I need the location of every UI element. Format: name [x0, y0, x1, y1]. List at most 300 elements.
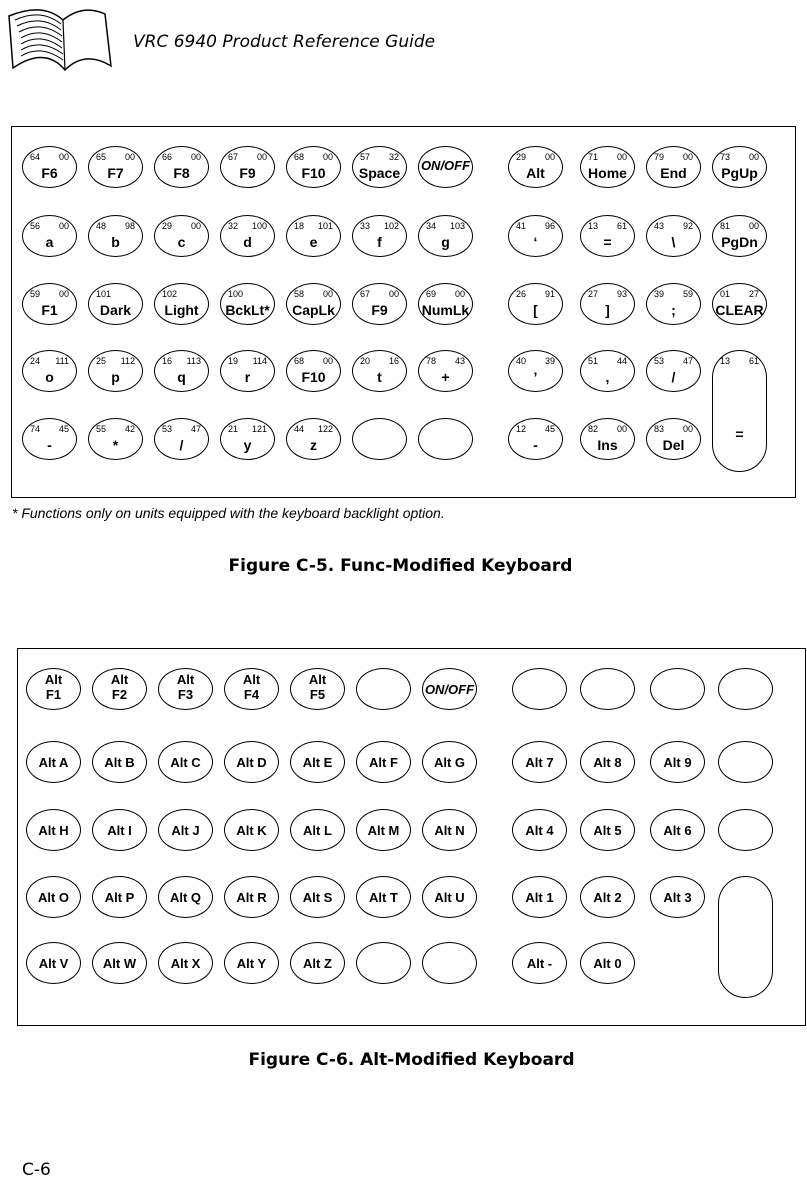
key-label: r — [244, 369, 251, 385]
key-label: b — [111, 234, 120, 250]
key-label: BckLt* — [225, 302, 270, 318]
key-label: f — [377, 234, 382, 250]
key-label: F9 — [371, 302, 388, 318]
key-label: Alt P — [104, 890, 135, 905]
key — [718, 809, 773, 851]
key — [88, 418, 143, 460]
key — [286, 283, 341, 325]
key-label: Alt - — [526, 956, 553, 971]
key-code: 112 — [120, 356, 135, 366]
key-code: 44 — [294, 424, 305, 434]
key — [26, 809, 81, 851]
key-code: 91 — [544, 289, 555, 299]
key — [512, 876, 567, 918]
key-label: Alt — [526, 165, 545, 181]
key — [154, 146, 209, 188]
key-label: Alt J — [171, 823, 200, 838]
key-code: 00 — [616, 424, 627, 434]
key-code: 16 — [162, 356, 173, 366]
key-label: NumLk — [421, 302, 470, 318]
key — [422, 876, 477, 918]
key — [290, 809, 345, 851]
key-label: Alt X — [170, 956, 201, 971]
key-code: 96 — [544, 221, 555, 231]
key — [352, 215, 407, 257]
key — [508, 283, 563, 325]
key — [158, 741, 213, 783]
key — [580, 215, 635, 257]
key — [22, 283, 77, 325]
key — [356, 876, 411, 918]
key-label: Ins — [597, 437, 618, 453]
key-label: + — [441, 369, 450, 385]
func-modified-keyboard — [11, 126, 796, 498]
key-label: ’ — [533, 369, 538, 385]
key-label: ] — [605, 302, 610, 318]
key-code: 27 — [748, 289, 759, 299]
key-code: 61 — [748, 356, 759, 366]
key-code: 114 — [252, 356, 267, 366]
key-code: 48 — [96, 221, 107, 231]
key-code: 66 — [162, 152, 173, 162]
key-label: Alt O — [37, 890, 70, 905]
key-code: 55 — [96, 424, 107, 434]
key — [650, 876, 705, 918]
key-label: Alt Q — [169, 890, 202, 905]
key — [220, 418, 275, 460]
key — [418, 215, 473, 257]
key-label: Alt 5 — [593, 823, 622, 838]
key — [650, 668, 705, 710]
key — [220, 146, 275, 188]
key-label: Alt S — [302, 890, 333, 905]
key — [88, 350, 143, 392]
key — [92, 876, 147, 918]
key-label: Light — [164, 302, 199, 318]
key-label: Alt 4 — [525, 823, 554, 838]
key — [422, 942, 477, 984]
key-label: Alt 6 — [663, 823, 692, 838]
key-code: 13 — [720, 356, 731, 366]
key — [418, 350, 473, 392]
key-label: = — [735, 426, 744, 442]
key-label: F9 — [239, 165, 256, 181]
page-number: C-6 — [22, 1160, 51, 1180]
key — [580, 668, 635, 710]
key — [712, 283, 767, 325]
key — [290, 876, 345, 918]
key-label: Alt V — [38, 956, 69, 971]
key-code: 00 — [454, 289, 465, 299]
key — [158, 809, 213, 851]
key-label: ON/OFF — [424, 682, 475, 697]
key-label: Alt F — [369, 755, 398, 770]
key — [220, 215, 275, 257]
key-label: ON/OFF — [420, 158, 471, 173]
key — [718, 741, 773, 783]
key-code: 92 — [682, 221, 693, 231]
key-code: 121 — [251, 424, 267, 434]
key — [22, 418, 77, 460]
key — [224, 876, 279, 918]
key — [224, 942, 279, 984]
key-code: 68 — [294, 356, 305, 366]
key-label: Alt H — [38, 823, 69, 838]
key-code: 78 — [426, 356, 437, 366]
key-code: 101 — [317, 221, 333, 231]
key — [290, 741, 345, 783]
key-label: Alt R — [236, 890, 267, 905]
key-label: ; — [671, 302, 676, 318]
key — [418, 418, 473, 460]
key-label: F10 — [301, 369, 326, 385]
key-label: e — [309, 234, 318, 250]
key — [512, 809, 567, 851]
key-code: 67 — [360, 289, 371, 299]
key-code: 74 — [30, 424, 41, 434]
key — [356, 741, 411, 783]
key-code: 27 — [588, 289, 599, 299]
key-code: 100 — [228, 289, 244, 299]
key-code: 51 — [588, 356, 599, 366]
key-label: p — [111, 369, 120, 385]
key-label: Alt M — [367, 823, 400, 838]
key — [422, 668, 477, 710]
key-label: d — [243, 234, 252, 250]
key-label: F6 — [41, 165, 58, 181]
key — [718, 876, 773, 998]
key — [158, 942, 213, 984]
key-code: 45 — [58, 424, 69, 434]
key-label: Alt T — [369, 890, 398, 905]
key — [26, 741, 81, 783]
key-code: 29 — [162, 221, 173, 231]
key-code: 42 — [124, 424, 135, 434]
key-label: a — [45, 234, 54, 250]
key-code: 00 — [322, 152, 333, 162]
key-code: 73 — [720, 152, 731, 162]
key-code: 20 — [360, 356, 371, 366]
key — [580, 146, 635, 188]
key — [712, 146, 767, 188]
key — [580, 418, 635, 460]
key — [356, 942, 411, 984]
key — [286, 418, 341, 460]
key — [92, 741, 147, 783]
key-code: 103 — [449, 221, 465, 231]
key-code: 58 — [294, 289, 305, 299]
key-code: 111 — [55, 356, 69, 366]
key — [646, 215, 701, 257]
key — [286, 215, 341, 257]
key-label: Alt B — [104, 755, 135, 770]
key-code: 00 — [322, 356, 333, 366]
key — [224, 668, 279, 710]
key — [356, 668, 411, 710]
alt-modified-keyboard — [17, 648, 806, 1026]
figure-c6-caption: Figure C-6. Alt-Modified Keyboard — [248, 1050, 575, 1070]
key-label: Alt K — [236, 823, 267, 838]
key-label: z — [310, 437, 317, 453]
key-code: 00 — [748, 221, 759, 231]
key-code: 00 — [124, 152, 135, 162]
key-label: CLEAR — [715, 302, 764, 318]
key-label: Alt 3 — [663, 890, 692, 905]
key-code: 100 — [251, 221, 267, 231]
key — [154, 283, 209, 325]
key-code: 61 — [616, 221, 627, 231]
key — [352, 350, 407, 392]
key-code: 00 — [322, 289, 333, 299]
key — [26, 942, 81, 984]
key-label: Alt Z — [303, 956, 332, 971]
key — [290, 668, 345, 710]
key-code: 68 — [294, 152, 305, 162]
key-label: \ — [671, 234, 676, 250]
key-label: Alt I — [107, 823, 132, 838]
key-code: 32 — [388, 152, 399, 162]
key — [512, 741, 567, 783]
key-code: 40 — [516, 356, 527, 366]
key — [580, 741, 635, 783]
key — [154, 418, 209, 460]
key-code: 29 — [516, 152, 527, 162]
key-code: 00 — [748, 152, 759, 162]
key-label: Alt F1 — [44, 672, 63, 702]
key-label: = — [603, 234, 612, 250]
key-label: , — [605, 369, 610, 385]
key-code: 00 — [190, 152, 201, 162]
key — [352, 418, 407, 460]
key-label: Alt D — [236, 755, 267, 770]
key-code: 00 — [682, 424, 693, 434]
key-code: 57 — [360, 152, 371, 162]
key-code: 21 — [228, 424, 239, 434]
key-label: [ — [533, 302, 538, 318]
key-code: 59 — [682, 289, 693, 299]
key-label: - — [533, 437, 538, 453]
key-label: F1 — [41, 302, 58, 318]
key-code: 00 — [616, 152, 627, 162]
key — [22, 146, 77, 188]
key — [646, 418, 701, 460]
key-code: 24 — [30, 356, 41, 366]
key-code: 39 — [654, 289, 665, 299]
key-code: 122 — [317, 424, 333, 434]
key — [418, 146, 473, 188]
key — [508, 146, 563, 188]
key — [224, 741, 279, 783]
key-code: 43 — [454, 356, 465, 366]
key-code: 59 — [30, 289, 41, 299]
figure-footnote: * Functions only on units equipped with the keyboard backlight option. — [12, 505, 445, 521]
key-label: Alt 8 — [593, 755, 622, 770]
key-code: 69 — [426, 289, 437, 299]
key-code: 16 — [388, 356, 399, 366]
key-code: 71 — [588, 152, 599, 162]
key-label: F10 — [301, 165, 326, 181]
key-label: End — [660, 165, 687, 181]
key-label: F8 — [173, 165, 190, 181]
key-code: 26 — [516, 289, 527, 299]
key-code: 102 — [383, 221, 399, 231]
key — [646, 283, 701, 325]
key-code: 00 — [58, 289, 69, 299]
key — [650, 741, 705, 783]
key-code: 00 — [544, 152, 555, 162]
key — [718, 668, 773, 710]
key — [650, 809, 705, 851]
key-code: 12 — [516, 424, 527, 434]
key — [92, 668, 147, 710]
key-label: g — [441, 234, 450, 250]
key — [646, 146, 701, 188]
key-label: Dark — [99, 302, 132, 318]
key-label: CapLk — [292, 302, 335, 318]
key — [580, 876, 635, 918]
key-label: Alt Y — [236, 956, 267, 971]
key-label: c — [177, 234, 186, 250]
key-label: Alt G — [433, 755, 466, 770]
key-code: 81 — [720, 221, 731, 231]
key-code: 64 — [30, 152, 41, 162]
key-code: 101 — [96, 289, 112, 299]
figure-c5-caption: Figure C-5. Func-Modified Keyboard — [228, 556, 573, 576]
key — [352, 146, 407, 188]
key-code: 33 — [360, 221, 371, 231]
book-icon — [5, 6, 115, 76]
key-code: 47 — [190, 424, 201, 434]
key — [26, 876, 81, 918]
key-code: 34 — [426, 221, 437, 231]
key-code: 56 — [30, 221, 41, 231]
key — [88, 146, 143, 188]
key — [580, 283, 635, 325]
key-label: - — [47, 437, 52, 453]
key — [422, 741, 477, 783]
key-code: 39 — [544, 356, 555, 366]
key-code: 45 — [544, 424, 555, 434]
key-code: 82 — [588, 424, 599, 434]
key — [508, 215, 563, 257]
key — [512, 942, 567, 984]
key-label: Alt L — [303, 823, 332, 838]
key — [154, 350, 209, 392]
key-code: 83 — [654, 424, 665, 434]
key-code: 18 — [294, 221, 305, 231]
key-code: 00 — [190, 221, 201, 231]
key-code: 113 — [186, 356, 201, 366]
key-label: Del — [662, 437, 685, 453]
key — [712, 215, 767, 257]
key-code: 98 — [124, 221, 135, 231]
key-code: 19 — [228, 356, 239, 366]
key — [220, 283, 275, 325]
key — [88, 283, 143, 325]
key-code: 00 — [58, 152, 69, 162]
key-label: / — [179, 437, 184, 453]
key-code: 53 — [162, 424, 173, 434]
key-label: Alt N — [434, 823, 465, 838]
key-label: PgDn — [721, 234, 758, 250]
key — [580, 809, 635, 851]
key — [352, 283, 407, 325]
key-label: o — [45, 369, 54, 385]
key-label: Alt E — [302, 755, 333, 770]
key — [290, 942, 345, 984]
key-label: * — [112, 437, 119, 453]
key-code: 53 — [654, 356, 665, 366]
key-code: 41 — [516, 221, 527, 231]
key-code: 25 — [96, 356, 107, 366]
key — [422, 809, 477, 851]
key-label: Alt 2 — [593, 890, 622, 905]
key-label: Alt 9 — [663, 755, 692, 770]
key-code: 93 — [616, 289, 627, 299]
key-label: t — [377, 369, 382, 385]
key-code: 79 — [654, 152, 665, 162]
key-code: 65 — [96, 152, 107, 162]
key — [580, 350, 635, 392]
key — [580, 942, 635, 984]
key — [154, 215, 209, 257]
key-code: 00 — [682, 152, 693, 162]
key-code: 00 — [58, 221, 69, 231]
key — [158, 668, 213, 710]
key-code: 44 — [616, 356, 627, 366]
key-label: Alt W — [102, 956, 137, 971]
key-code: 00 — [256, 152, 267, 162]
key — [224, 809, 279, 851]
key-label: Alt F4 — [242, 672, 261, 702]
key-code: 43 — [654, 221, 665, 231]
key-label: Alt F3 — [176, 672, 195, 702]
key-label: Alt F2 — [110, 672, 129, 702]
key-code: 01 — [720, 289, 731, 299]
key — [286, 350, 341, 392]
key-label: Home — [588, 165, 627, 181]
key — [158, 876, 213, 918]
key — [286, 146, 341, 188]
key-code: 00 — [388, 289, 399, 299]
key-label: Alt 7 — [525, 755, 554, 770]
key — [418, 283, 473, 325]
key-label: F7 — [107, 165, 124, 181]
key-code: 47 — [682, 356, 693, 366]
key — [712, 350, 767, 472]
key-label: / — [671, 369, 676, 385]
key-label: Alt 1 — [525, 890, 554, 905]
key-label: y — [243, 437, 252, 453]
key — [512, 668, 567, 710]
key — [220, 350, 275, 392]
key-label: ‘ — [533, 234, 538, 250]
key — [22, 215, 77, 257]
key — [92, 942, 147, 984]
key — [22, 350, 77, 392]
key — [646, 350, 701, 392]
key — [356, 809, 411, 851]
key — [26, 668, 81, 710]
key-code: 67 — [228, 152, 239, 162]
key-label: Alt F5 — [308, 672, 327, 702]
key-code: 13 — [588, 221, 599, 231]
key-label: Space — [358, 165, 401, 181]
key-label: q — [177, 369, 186, 385]
key-code: 32 — [228, 221, 239, 231]
key-label: Alt 0 — [593, 956, 622, 971]
key — [508, 350, 563, 392]
